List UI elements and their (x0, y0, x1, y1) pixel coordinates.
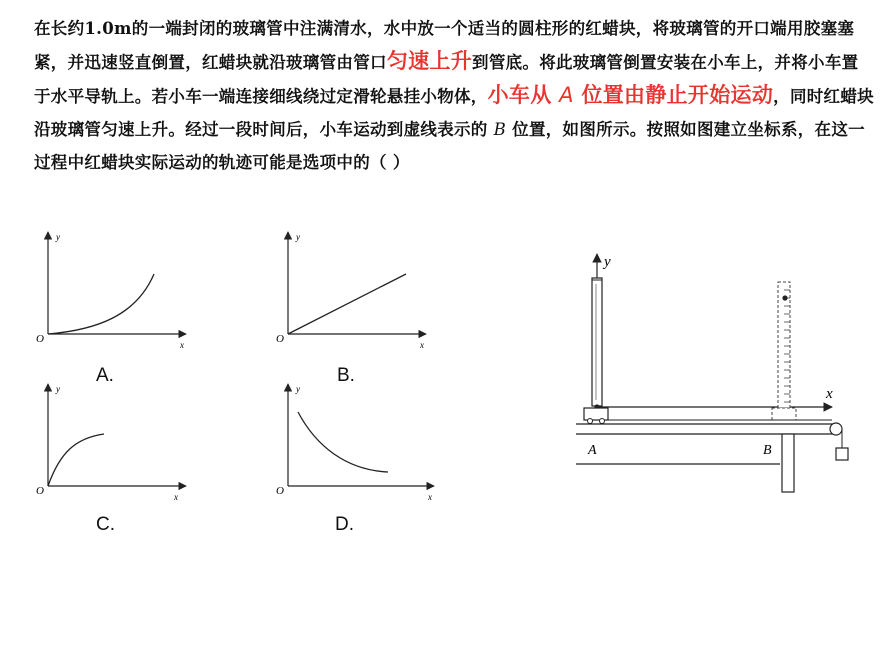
x-axis-label: x (174, 492, 178, 502)
track (576, 424, 835, 492)
curve-b (288, 274, 406, 334)
highlight-start-from-rest: 小车从 A 位置由静止开始运动 (487, 83, 774, 107)
figure-label-b: B (763, 443, 772, 458)
curve-a (48, 274, 154, 334)
highlight-uniform-rise: 匀速上升 (386, 49, 473, 73)
figure-y-label: y (604, 254, 611, 270)
curve-c (48, 434, 104, 486)
option-a-label[interactable]: A. (96, 365, 114, 386)
x-axis-label: x (180, 340, 184, 350)
apparatus-figure (570, 250, 860, 500)
question-text: 在长约1.0m的一端封闭的玻璃管中注满清水，水中放一个适当的圆柱形的红蜡块，将玻璃管的开口端用胶塞塞紧，并迅速竖直倒置，红蜡块就沿玻璃管由管口匀速上升到管底。将此玻璃管倒置安装在小车上，并将小车置于水平导轨上。若小车一端连接细线绕过定滑轮悬挂小物体，小车从 A 位置由静止开始运动，同时红蜡块沿玻璃管匀速上升。经过一段时间后，小车运动到虚线表示的 B 位置，如图所示。按照如图建立坐标系，在这一过程中红蜡块实际运动的轨迹可能是选项中的（ ） (34, 19, 874, 172)
y-axis-label: y (296, 384, 300, 394)
figure-x-label: x (826, 386, 833, 402)
origin-label: O (36, 485, 44, 497)
option-d-graph[interactable] (276, 380, 441, 505)
x-axis-label: x (428, 492, 432, 502)
cart-b (772, 408, 796, 420)
option-d-label[interactable]: D. (335, 514, 354, 535)
glass-tube-b (778, 282, 790, 408)
pulley (830, 423, 842, 435)
option-c-graph[interactable] (36, 380, 196, 505)
origin-label: O (276, 485, 284, 497)
hanging-mass (836, 448, 848, 460)
y-axis-label: y (56, 384, 60, 394)
y-axis-label: y (296, 232, 300, 242)
origin-label: O (36, 333, 44, 345)
option-c-label[interactable]: C. (96, 514, 115, 535)
y-axis-label: y (56, 232, 60, 242)
curve-d (298, 412, 388, 472)
wax-block-b (782, 295, 787, 300)
figure-label-a: A (588, 443, 597, 458)
x-axis-label: x (420, 340, 424, 350)
glass-tube-a (592, 278, 602, 406)
origin-label: O (276, 333, 284, 345)
option-a-graph[interactable] (36, 228, 196, 353)
option-b-graph[interactable] (276, 228, 436, 353)
option-b-label[interactable]: B. (337, 365, 355, 386)
cart-a (584, 408, 608, 424)
